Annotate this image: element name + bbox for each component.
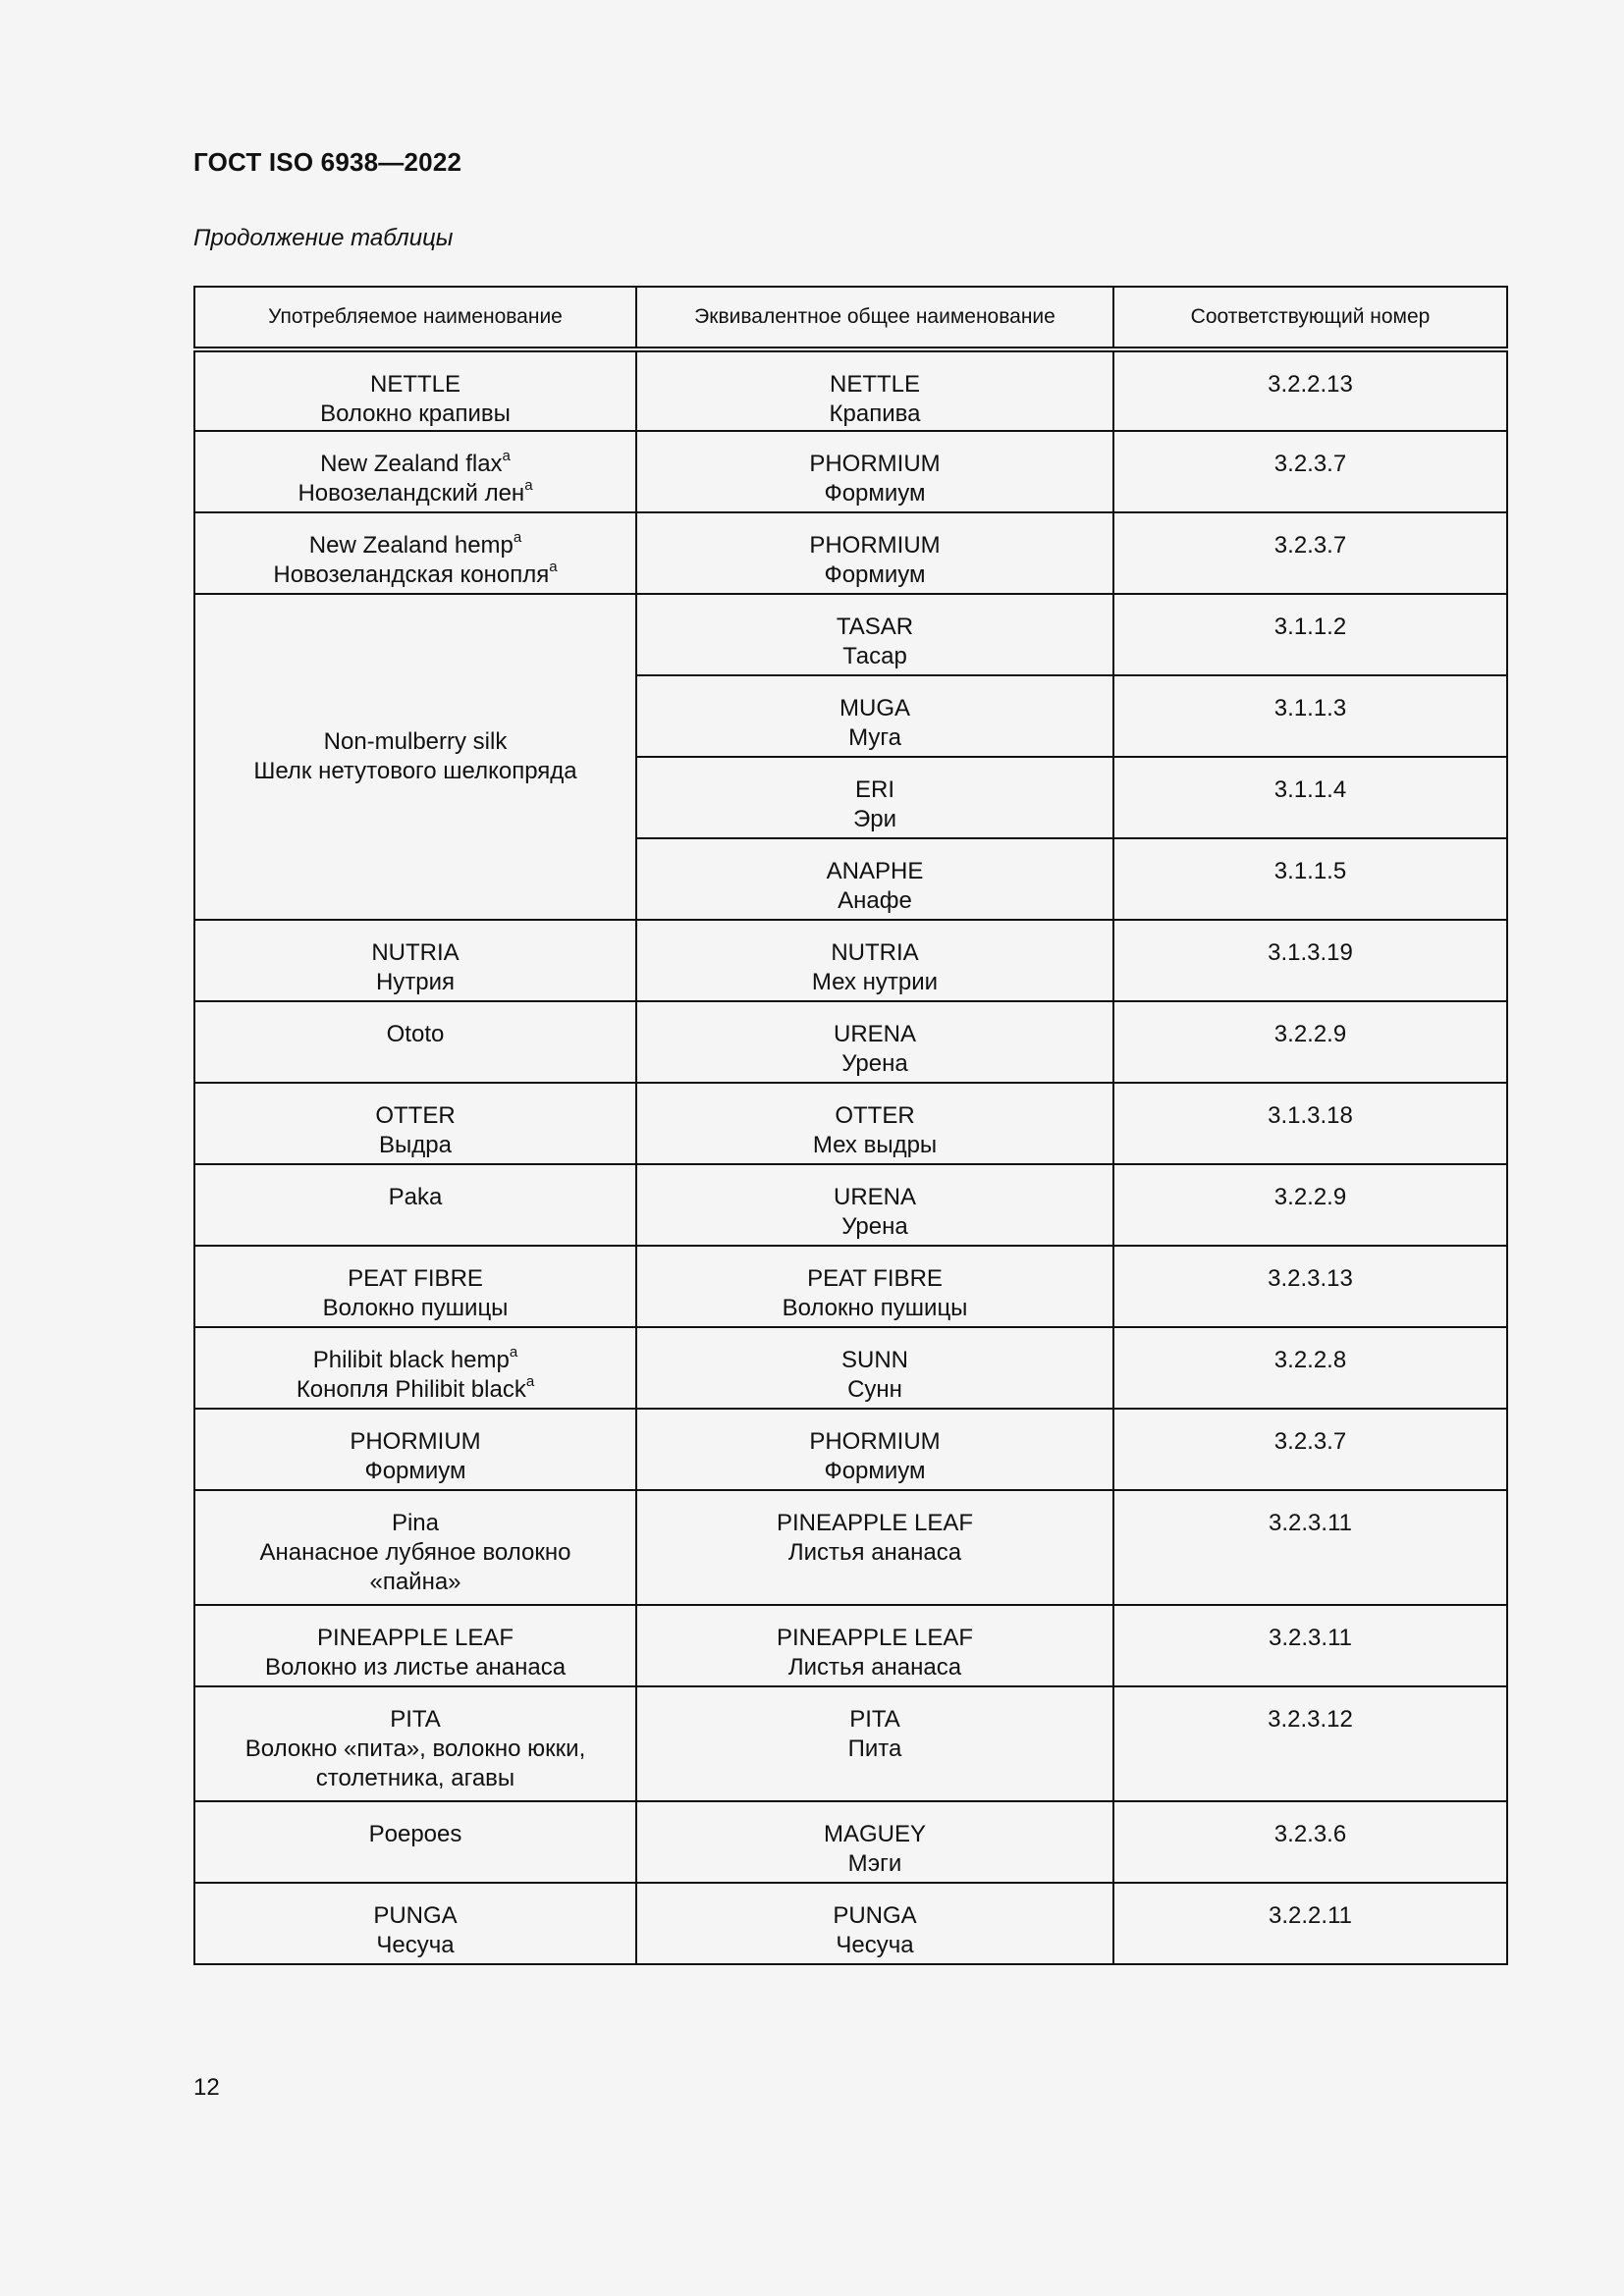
used-name-text: Новозеландский лен bbox=[298, 480, 525, 507]
table-row bbox=[194, 1883, 1507, 1964]
used-name-line: Волокно «пита», волокно юкки, bbox=[244, 1735, 586, 1762]
footnote-marker: a bbox=[524, 477, 533, 494]
footnote-marker: a bbox=[502, 448, 511, 464]
common-name-line: ERI bbox=[854, 776, 894, 803]
used-name-text: New Zealand flax bbox=[320, 451, 503, 477]
table-row bbox=[194, 1409, 1507, 1490]
table-row bbox=[194, 1164, 1507, 1246]
used-name-cell bbox=[194, 1801, 636, 1883]
common-name-cell bbox=[636, 1409, 1113, 1490]
common-name-line: Листья ананаса bbox=[787, 1539, 962, 1566]
common-name-line: Сунн bbox=[847, 1376, 902, 1403]
used-name-line: Paka bbox=[388, 1184, 443, 1210]
table-row bbox=[194, 594, 1507, 675]
number-cell: 3.2.3.13 bbox=[1113, 1246, 1507, 1327]
common-name-line: Формиум bbox=[824, 480, 926, 507]
number-cell: 3.2.2.11 bbox=[1113, 1883, 1507, 1964]
column-header-number: Соответствующий номер bbox=[1113, 287, 1507, 349]
common-name-line: Мех выдры bbox=[812, 1132, 938, 1158]
common-name-line: Волокно пушицы bbox=[782, 1295, 968, 1321]
common-name-line: Формиум bbox=[824, 561, 926, 588]
common-name-cell bbox=[636, 594, 1113, 675]
used-name-cell bbox=[194, 1490, 636, 1605]
used-name-cell bbox=[194, 1001, 636, 1083]
common-name-line: TASAR bbox=[836, 614, 914, 640]
number-cell: 3.2.3.7 bbox=[1113, 512, 1507, 594]
number-cell: 3.2.2.8 bbox=[1113, 1327, 1507, 1409]
table-row bbox=[194, 1001, 1507, 1083]
common-name-cell bbox=[636, 838, 1113, 920]
common-name-cell bbox=[636, 349, 1113, 431]
number-cell: 3.2.2.9 bbox=[1113, 1164, 1507, 1246]
common-name-line: MUGA bbox=[839, 695, 910, 721]
number-cell: 3.1.3.18 bbox=[1113, 1083, 1507, 1164]
used-name-line: Ананасное лубяное волокно bbox=[259, 1539, 571, 1566]
footnote-marker: a bbox=[509, 1344, 518, 1361]
used-name-line bbox=[195, 450, 635, 479]
column-header-used-name: Употребляемое наименование bbox=[194, 287, 636, 349]
fibre-names-table bbox=[193, 286, 1508, 1965]
common-name-line: PINEAPPLE LEAF bbox=[776, 1510, 974, 1536]
common-name-line: Крапива bbox=[829, 400, 921, 427]
table-row bbox=[194, 1490, 1507, 1605]
common-name-line: PHORMIUM bbox=[809, 451, 941, 477]
number-cell: 3.2.3.12 bbox=[1113, 1686, 1507, 1801]
used-name-cell bbox=[194, 920, 636, 1001]
common-name-line: URENA bbox=[833, 1021, 916, 1047]
used-name-cell bbox=[194, 1686, 636, 1801]
common-name-line: PEAT FIBRE bbox=[807, 1265, 943, 1292]
common-name-line: SUNN bbox=[840, 1347, 908, 1373]
common-name-line: Пита bbox=[847, 1735, 902, 1762]
number-cell: 3.1.1.4 bbox=[1113, 757, 1507, 838]
used-name-line: OTTER bbox=[375, 1102, 456, 1129]
common-name-cell bbox=[636, 1883, 1113, 1964]
common-name-line: NUTRIA bbox=[831, 939, 919, 966]
common-name-cell bbox=[636, 1246, 1113, 1327]
common-name-cell bbox=[636, 1327, 1113, 1409]
common-name-cell bbox=[636, 920, 1113, 1001]
used-name-text: Новозеландская конопля bbox=[273, 561, 550, 588]
number-cell: 3.2.2.13 bbox=[1113, 349, 1507, 431]
used-name-text: Philibit black hemp bbox=[312, 1347, 510, 1373]
used-name-text: New Zealand hemp bbox=[308, 532, 514, 559]
page-number: 12 bbox=[193, 2074, 220, 2101]
number-cell: 3.2.2.9 bbox=[1113, 1001, 1507, 1083]
number-cell: 3.2.3.7 bbox=[1113, 1409, 1507, 1490]
used-name-line: NUTRIA bbox=[371, 939, 460, 966]
common-name-line: URENA bbox=[833, 1184, 916, 1210]
used-name-line bbox=[195, 531, 635, 561]
used-name-cell bbox=[194, 1083, 636, 1164]
number-cell: 3.2.3.6 bbox=[1113, 1801, 1507, 1883]
common-name-cell bbox=[636, 1801, 1113, 1883]
used-name-cell bbox=[194, 349, 636, 431]
used-name-cell bbox=[194, 512, 636, 594]
footnote-marker: a bbox=[549, 559, 558, 575]
common-name-line: PITA bbox=[849, 1706, 900, 1733]
number-cell: 3.2.3.11 bbox=[1113, 1605, 1507, 1686]
used-name-cell bbox=[194, 1246, 636, 1327]
number-cell: 3.1.1.3 bbox=[1113, 675, 1507, 757]
used-name-line: Волокно крапивы bbox=[320, 400, 511, 427]
used-name-line: PEAT FIBRE bbox=[348, 1265, 483, 1292]
common-name-line: PHORMIUM bbox=[809, 532, 941, 559]
common-name-line: Эри bbox=[852, 806, 896, 832]
table-header-row bbox=[194, 287, 1507, 349]
used-name-line: Чесуча bbox=[376, 1932, 455, 1958]
common-name-line: ANAPHE bbox=[826, 858, 924, 884]
common-name-line: Листья ананаса bbox=[787, 1654, 962, 1681]
common-name-line: PUNGA bbox=[833, 1902, 917, 1929]
used-name-cell bbox=[194, 431, 636, 512]
common-name-line: Формиум bbox=[824, 1458, 926, 1484]
used-name-cell bbox=[194, 1883, 636, 1964]
common-name-line: Тасар bbox=[842, 643, 907, 669]
used-name-cell bbox=[194, 1605, 636, 1686]
number-cell: 3.1.1.2 bbox=[1113, 594, 1507, 675]
table-row bbox=[194, 431, 1507, 512]
footnote-marker: a bbox=[513, 529, 522, 546]
common-name-line: PINEAPPLE LEAF bbox=[776, 1625, 974, 1651]
document-header: ГОСТ ISO 6938—2022 bbox=[193, 147, 462, 177]
number-cell: 3.2.3.7 bbox=[1113, 431, 1507, 512]
table-row bbox=[194, 512, 1507, 594]
used-name-line: Шелк нетутового шелкопряда bbox=[253, 758, 577, 784]
common-name-cell bbox=[636, 1605, 1113, 1686]
number-cell: 3.2.3.11 bbox=[1113, 1490, 1507, 1605]
table-row bbox=[194, 1083, 1507, 1164]
common-name-cell bbox=[636, 675, 1113, 757]
used-name-line: PINEAPPLE LEAF bbox=[316, 1625, 514, 1651]
used-name-line: Выдра bbox=[379, 1132, 452, 1158]
used-name-line: PUNGA bbox=[373, 1902, 458, 1929]
common-name-line: Мэги bbox=[847, 1850, 902, 1877]
common-name-cell bbox=[636, 1686, 1113, 1801]
table-row bbox=[194, 1801, 1507, 1883]
table-row bbox=[194, 920, 1507, 1001]
used-name-line bbox=[195, 479, 635, 508]
table-row bbox=[194, 1327, 1507, 1409]
used-name-cell bbox=[194, 1164, 636, 1246]
used-name-line: «пайна» bbox=[369, 1569, 461, 1595]
used-name-text: Конопля Philibit black bbox=[296, 1376, 526, 1403]
used-name-cell bbox=[194, 594, 636, 920]
used-name-line: Нутрия bbox=[375, 969, 456, 995]
common-name-cell bbox=[636, 757, 1113, 838]
table-row bbox=[194, 349, 1507, 431]
common-name-line: Муга bbox=[848, 724, 901, 751]
common-name-line: OTTER bbox=[835, 1102, 915, 1129]
common-name-cell bbox=[636, 512, 1113, 594]
used-name-line: Pina bbox=[391, 1510, 440, 1536]
used-name-line: PITA bbox=[390, 1706, 441, 1733]
used-name-cell bbox=[194, 1409, 636, 1490]
common-name-line: Мех нутрии bbox=[811, 969, 939, 995]
common-name-cell bbox=[636, 1164, 1113, 1246]
footnote-marker: a bbox=[525, 1373, 535, 1390]
common-name-line: Анафе bbox=[838, 887, 912, 914]
used-name-cell bbox=[194, 1327, 636, 1409]
table-row bbox=[194, 1686, 1507, 1801]
common-name-cell bbox=[636, 1490, 1113, 1605]
common-name-line: NETTLE bbox=[829, 371, 920, 398]
column-header-common-name: Эквивалентное общее наименование bbox=[636, 287, 1113, 349]
table-row bbox=[194, 1605, 1507, 1686]
used-name-line bbox=[195, 561, 635, 590]
used-name-line: NETTLE bbox=[369, 371, 460, 398]
common-name-cell bbox=[636, 1083, 1113, 1164]
common-name-line: PHORMIUM bbox=[809, 1428, 941, 1455]
used-name-line: PHORMIUM bbox=[350, 1428, 481, 1455]
common-name-line: Урена bbox=[841, 1050, 908, 1077]
used-name-line: Волокно из листье ананаса bbox=[264, 1654, 567, 1681]
used-name-line bbox=[195, 1346, 635, 1375]
number-cell: 3.1.3.19 bbox=[1113, 920, 1507, 1001]
used-name-line: столетника, агавы bbox=[315, 1765, 515, 1791]
used-name-line: Ototo bbox=[386, 1021, 445, 1047]
used-name-line: Poepoes bbox=[368, 1821, 462, 1847]
common-name-cell bbox=[636, 1001, 1113, 1083]
used-name-line: Non-mulberry silk bbox=[323, 728, 508, 755]
table-continuation-caption: Продолжение таблицы bbox=[193, 225, 454, 251]
table-row bbox=[194, 1246, 1507, 1327]
common-name-line: MAGUEY bbox=[823, 1821, 926, 1847]
used-name-line: Формиум bbox=[364, 1458, 466, 1484]
number-cell: 3.1.1.5 bbox=[1113, 838, 1507, 920]
used-name-line: Волокно пушицы bbox=[322, 1295, 509, 1321]
common-name-line: Урена bbox=[841, 1213, 908, 1240]
common-name-cell bbox=[636, 431, 1113, 512]
used-name-line bbox=[195, 1375, 635, 1405]
common-name-line: Чесуча bbox=[836, 1932, 914, 1958]
